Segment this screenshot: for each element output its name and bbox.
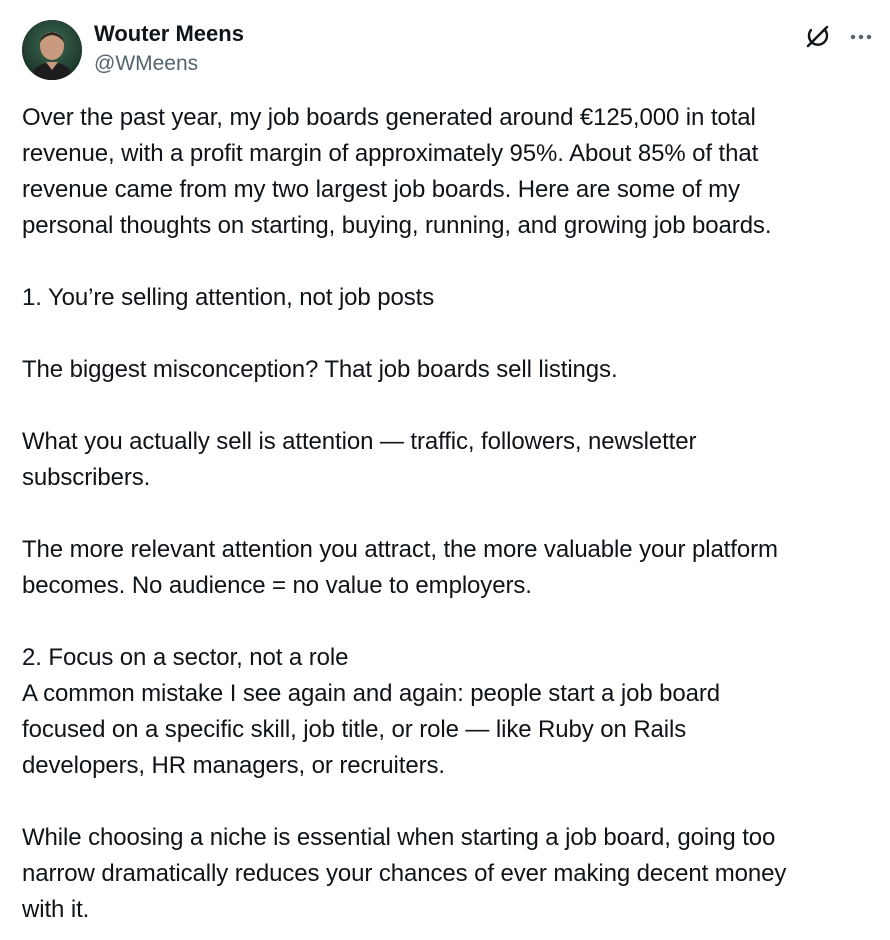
author-handle[interactable]: @WMeens (94, 52, 199, 75)
more-options-icon[interactable] (846, 24, 876, 50)
author-display-name[interactable]: Wouter Meens (94, 21, 244, 46)
tweet-text: Over the past year, my job boards generated around €125,000 in total revenue, with a profit margin of approximately 95%. About 85% of that revenue came from my two largest job boards. Here are some of my personal thoughts on starting, buying, running, and growing job boards. 1. You’re selling attention, not job posts The biggest misconception? That job boards sell listings. What you actually sell is attention — traffic, followers, newsletter subscribers. The more relevant attention you attract, the more valuable your platform becomes. No audience = no value to employers. 2. Focus on a sector, not a role A common mistake I see again and again: people start a job board focused on a specific skill, job title, or role — like Ruby on Rails developers, HR managers, or recruiters. While choosing a niche is essential when starting a job board, going too narrow dramatically reduces your chances of ever making decent money with it. (22, 104, 787, 923)
grok-icon[interactable] (804, 24, 830, 50)
tweet-header (22, 20, 876, 82)
profile-photo-icon (22, 20, 82, 80)
avatar[interactable] (22, 20, 82, 80)
